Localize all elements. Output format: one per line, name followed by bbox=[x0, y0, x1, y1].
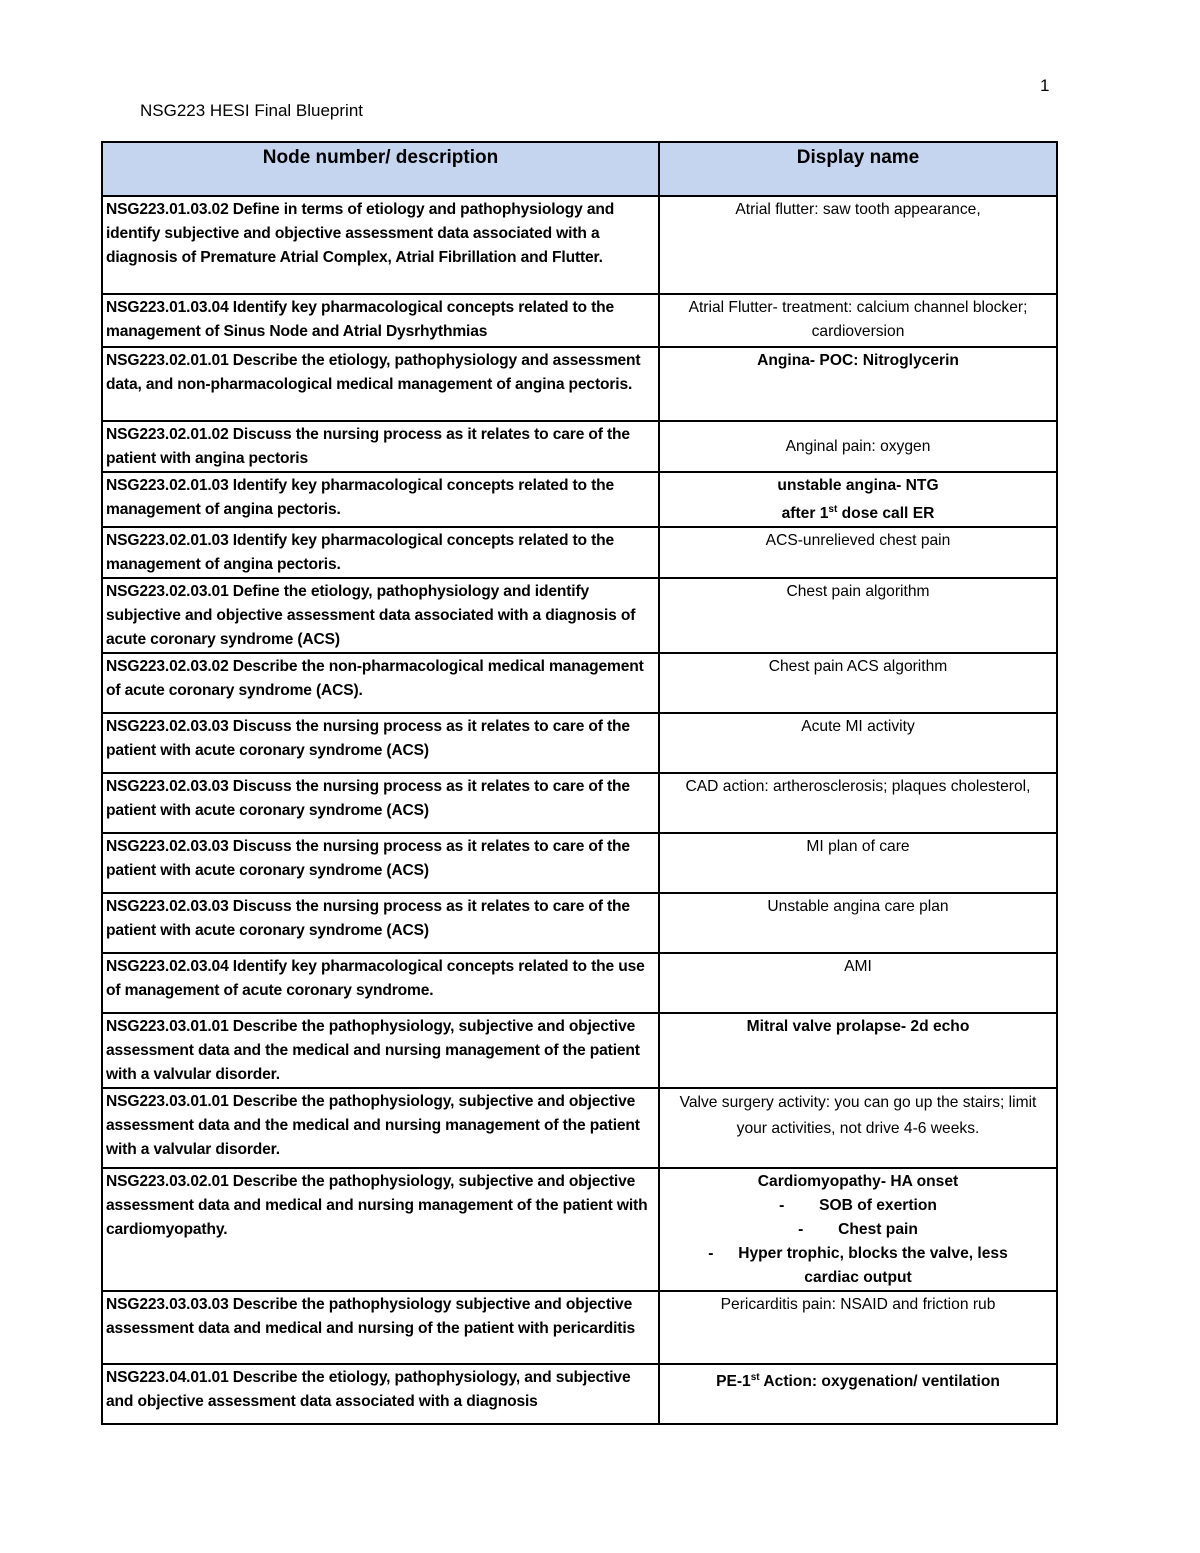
node-description-cell: NSG223.02.01.02 Discuss the nursing process as it relates to care of the patient with angina pectoris bbox=[102, 421, 659, 472]
display-line: unstable angina- NTG bbox=[777, 477, 939, 494]
display-name-cell: AMI bbox=[659, 953, 1057, 1013]
table-row bbox=[102, 1291, 1057, 1364]
list-item-text: Hyper trophic, blocks the valve, less cardiac output bbox=[738, 1245, 1008, 1287]
display-name-cell bbox=[659, 1364, 1057, 1424]
display-name-cell: Chest pain ACS algorithm bbox=[659, 653, 1057, 713]
node-description-cell: NSG223.03.01.01 Describe the pathophysiology, subjective and objective assessment data and the medical and nursing management of the patient with a valvular disorder. bbox=[102, 1013, 659, 1088]
superscript: st bbox=[750, 1372, 760, 1384]
node-description-cell: NSG223.02.03.03 Discuss the nursing process as it relates to care of the patient with acute coronary syndrome (ACS) bbox=[102, 833, 659, 893]
table-row bbox=[102, 893, 1057, 953]
table-row bbox=[102, 472, 1057, 527]
node-description-cell: NSG223.02.03.03 Discuss the nursing process as it relates to care of the patient with acute coronary syndrome (ACS) bbox=[102, 773, 659, 833]
display-name-cell: ACS-unrelieved chest pain bbox=[659, 527, 1057, 578]
display-text: PE-1 bbox=[716, 1373, 751, 1391]
table-row bbox=[102, 833, 1057, 893]
table-row bbox=[102, 421, 1057, 472]
table-row bbox=[102, 1364, 1057, 1424]
superscript: st bbox=[828, 504, 838, 515]
cardiomyopathy-heading: Cardiomyopathy- HA onset bbox=[757, 1173, 959, 1191]
node-description-cell: NSG223.02.03.01 Define the etiology, pathophysiology and identify subjective and objective assessment data associated with a diagnosis of acute coronary syndrome (ACS) bbox=[102, 578, 659, 653]
list-item-text: Chest pain bbox=[838, 1221, 918, 1239]
header-display-name: Display name bbox=[659, 142, 1057, 196]
node-description-cell: NSG223.02.03.02 Describe the non-pharmacological medical management of acute coronary syndrome (ACS). bbox=[102, 653, 659, 713]
display-text: Action: oxygenation/ ventilation bbox=[759, 1373, 1000, 1391]
node-description-cell: NSG223.03.01.01 Describe the pathophysiology, subjective and objective assessment data and the medical and nursing management of the patient with a valvular disorder. bbox=[102, 1088, 659, 1168]
display-name-cell bbox=[659, 1168, 1057, 1291]
node-description-cell: NSG223.02.01.01 Describe the etiology, pathophysiology and assessment data, and non-pharmacological medical management of angina pectoris. bbox=[102, 347, 659, 421]
display-line bbox=[663, 498, 1053, 526]
table-row bbox=[102, 1013, 1057, 1088]
display-name-cell: Mitral valve prolapse- 2d echo bbox=[659, 1013, 1057, 1088]
table-row bbox=[102, 196, 1057, 294]
display-name-cell: Valve surgery activity: you can go up the stairs; limit your activities, not drive 4-6 weeks. bbox=[659, 1088, 1057, 1168]
table-row bbox=[102, 527, 1057, 578]
table-row bbox=[102, 953, 1057, 1013]
table-row bbox=[102, 578, 1057, 653]
table-row bbox=[102, 713, 1057, 773]
node-description-cell: NSG223.03.02.01 Describe the pathophysiology, subjective and objective assessment data and medical and nursing management of the patient with cardiomyopathy. bbox=[102, 1168, 659, 1291]
node-description-cell: NSG223.02.03.04 Identify key pharmacological concepts related to the use of management of acute coronary syndrome. bbox=[102, 953, 659, 1013]
list-item bbox=[663, 1218, 1053, 1242]
display-text: dose call ER bbox=[837, 505, 935, 523]
display-name-cell: Unstable angina care plan bbox=[659, 893, 1057, 953]
node-description-cell: NSG223.02.03.03 Discuss the nursing process as it relates to care of the patient with acute coronary syndrome (ACS) bbox=[102, 713, 659, 773]
table-row bbox=[102, 1088, 1057, 1168]
node-description-cell: NSG223.01.03.04 Identify key pharmacological concepts related to the management of Sinus Node and Atrial Dysrhythmias bbox=[102, 294, 659, 347]
page-number: 1 bbox=[1040, 76, 1050, 95]
node-description-cell: NSG223.03.03.03 Describe the pathophysiology subjective and objective assessment data and medical and nursing of the patient with pericarditis bbox=[102, 1291, 659, 1364]
display-name-cell: Pericarditis pain: NSAID and friction rub bbox=[659, 1291, 1057, 1364]
list-item-text: SOB of exertion bbox=[819, 1197, 937, 1215]
node-description-cell: NSG223.02.01.03 Identify key pharmacological concepts related to the management of angina pectoris. bbox=[102, 527, 659, 578]
table-row bbox=[102, 347, 1057, 421]
display-name-cell bbox=[659, 472, 1057, 527]
list-item bbox=[663, 1242, 1053, 1290]
display-text: after 1 bbox=[781, 505, 829, 523]
list-item bbox=[663, 1194, 1053, 1218]
display-name-cell: Atrial Flutter- treatment: calcium channel blocker; cardioversion bbox=[659, 294, 1057, 347]
blueprint-table bbox=[101, 141, 1058, 1425]
bullet-dash: - bbox=[798, 1221, 804, 1239]
display-name-cell: CAD action: artherosclerosis; plaques cholesterol, bbox=[659, 773, 1057, 833]
display-name-cell: MI plan of care bbox=[659, 833, 1057, 893]
bullet-dash: - bbox=[779, 1197, 785, 1215]
table-row bbox=[102, 294, 1057, 347]
table-row bbox=[102, 773, 1057, 833]
display-name-cell: Atrial flutter: saw tooth appearance, bbox=[659, 196, 1057, 294]
node-description-cell: NSG223.02.01.03 Identify key pharmacological concepts related to the management of angina pectoris. bbox=[102, 472, 659, 527]
node-description-cell: NSG223.04.01.01 Describe the etiology, pathophysiology, and subjective and objective assessment data associated with a diagnosis bbox=[102, 1364, 659, 1424]
table-row bbox=[102, 1168, 1057, 1291]
node-description-cell: NSG223.01.03.02 Define in terms of etiology and pathophysiology and identify subjective and objective assessment data associated with a diagnosis of Premature Atrial Complex, Atrial Fibrillation and Flutter. bbox=[102, 196, 659, 294]
document-title: NSG223 HESI Final Blueprint bbox=[140, 101, 363, 120]
header-node-description: Node number/ description bbox=[102, 142, 659, 196]
bullet-dash: - bbox=[708, 1245, 714, 1263]
display-name-cell: Chest pain algorithm bbox=[659, 578, 1057, 653]
display-name-cell: Anginal pain: oxygen bbox=[659, 421, 1057, 472]
display-name-cell: Angina- POC: Nitroglycerin bbox=[659, 347, 1057, 421]
node-description-cell: NSG223.02.03.03 Discuss the nursing process as it relates to care of the patient with acute coronary syndrome (ACS) bbox=[102, 893, 659, 953]
table-header-row bbox=[102, 142, 1057, 196]
table-row bbox=[102, 653, 1057, 713]
display-name-cell: Acute MI activity bbox=[659, 713, 1057, 773]
